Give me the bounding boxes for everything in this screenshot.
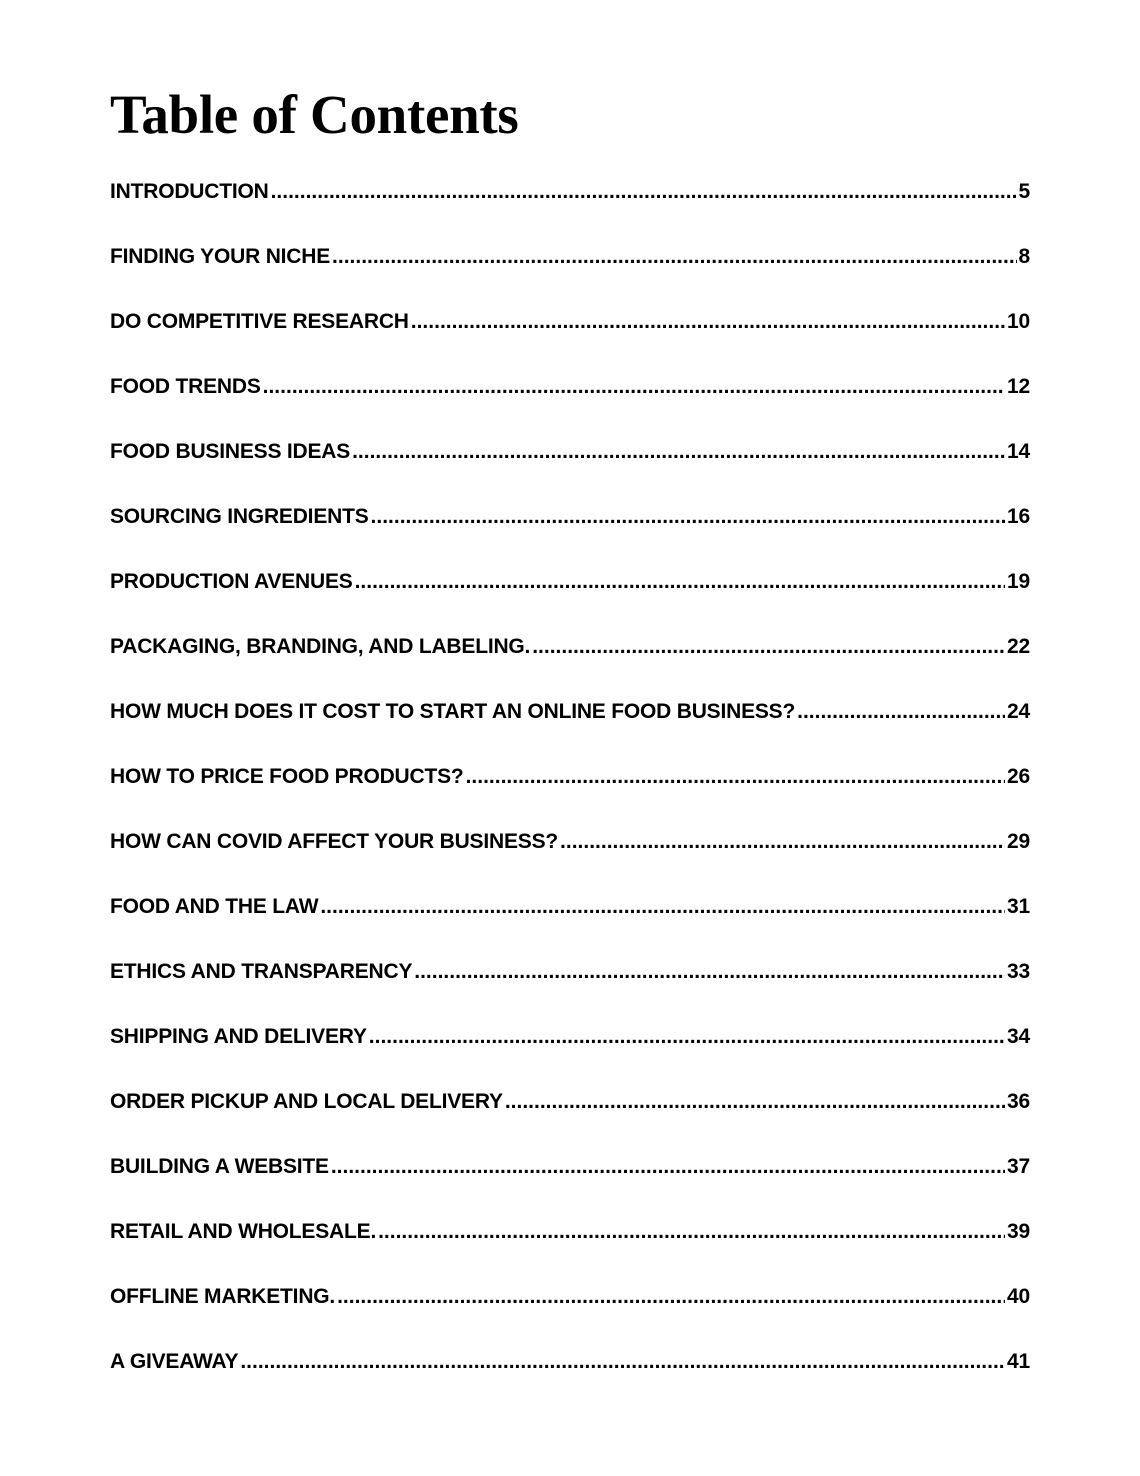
toc-entry-label: A GIVEAWAY [110, 1350, 239, 1373]
dot-leader [371, 505, 1006, 529]
toc-page-number: 34 [1007, 1025, 1030, 1048]
toc-entry-label: FOOD AND THE LAW [110, 895, 319, 918]
dot-leader [332, 245, 1016, 269]
toc-page-number: 14 [1007, 440, 1030, 463]
toc-entry-order-pickup[interactable] [110, 1090, 1030, 1155]
toc-page-number: 40 [1007, 1285, 1030, 1308]
toc-entry-label: ETHICS AND TRANSPARENCY [110, 960, 413, 983]
toc-entry-finding-your-niche[interactable] [110, 245, 1030, 310]
toc-page-number: 19 [1007, 570, 1030, 593]
document-page [110, 84, 1030, 1415]
toc-page-number: 36 [1007, 1090, 1030, 1113]
toc-page-number: 22 [1007, 635, 1030, 658]
toc-page-number: 29 [1007, 830, 1030, 853]
toc-entry-label: FOOD TRENDS [110, 375, 261, 398]
toc-page-number: 41 [1007, 1350, 1030, 1373]
toc-page-number: 12 [1007, 375, 1030, 398]
toc-page-number: 5 [1018, 180, 1030, 203]
dot-leader [414, 960, 1005, 984]
toc-entry-pricing[interactable] [110, 765, 1030, 830]
toc-entry-shipping[interactable] [110, 1025, 1030, 1090]
toc-entry-label: OFFLINE MARKETING. [110, 1285, 336, 1308]
dot-leader [320, 895, 1005, 919]
dot-leader [337, 1285, 1005, 1309]
toc-entry-label: RETAIL AND WHOLESALE. [110, 1220, 377, 1243]
toc-entry-label: FINDING YOUR NICHE [110, 245, 331, 268]
toc-entry-production-avenues[interactable] [110, 570, 1030, 635]
toc-entry-label: SOURCING INGREDIENTS [110, 505, 369, 528]
dot-leader [271, 180, 1017, 204]
toc-entry-giveaway[interactable] [110, 1350, 1030, 1415]
dot-leader [378, 1220, 1005, 1244]
dot-leader [331, 1155, 1005, 1179]
toc-list [110, 180, 1030, 1415]
dot-leader [797, 700, 1005, 724]
toc-entry-food-business-ideas[interactable] [110, 440, 1030, 505]
toc-entry-startup-cost[interactable] [110, 700, 1030, 765]
toc-page-number: 31 [1007, 895, 1030, 918]
toc-entry-sourcing-ingredients[interactable] [110, 505, 1030, 570]
toc-page-number: 26 [1007, 765, 1030, 788]
toc-entry-ethics[interactable] [110, 960, 1030, 1025]
toc-page-number: 10 [1007, 310, 1030, 333]
toc-entry-packaging-branding-labeling[interactable] [110, 635, 1030, 700]
toc-entry-label: DO COMPETITIVE RESEARCH [110, 310, 409, 333]
toc-entry-food-and-law[interactable] [110, 895, 1030, 960]
toc-page-number: 16 [1007, 505, 1030, 528]
dot-leader [369, 1025, 1005, 1049]
toc-entry-retail-wholesale[interactable] [110, 1220, 1030, 1285]
toc-entry-label: SHIPPING AND DELIVERY [110, 1025, 367, 1048]
toc-page-number: 39 [1007, 1220, 1030, 1243]
dot-leader [466, 765, 1005, 789]
toc-entry-label: ORDER PICKUP AND LOCAL DELIVERY [110, 1090, 503, 1113]
toc-entry-label: INTRODUCTION [110, 180, 269, 203]
toc-page-number: 8 [1018, 245, 1030, 268]
dot-leader [355, 570, 1005, 594]
toc-entry-covid[interactable] [110, 830, 1030, 895]
toc-entry-website[interactable] [110, 1155, 1030, 1220]
toc-entry-label: HOW MUCH DOES IT COST TO START AN ONLINE FOOD BUSINESS? [110, 700, 796, 723]
page-title: Table of Contents [110, 84, 519, 145]
toc-entry-label: FOOD BUSINESS IDEAS [110, 440, 351, 463]
toc-entry-label: HOW TO PRICE FOOD PRODUCTS? [110, 765, 464, 788]
toc-entry-competitive-research[interactable] [110, 310, 1030, 375]
toc-entry-food-trends[interactable] [110, 375, 1030, 440]
toc-entry-offline-marketing[interactable] [110, 1285, 1030, 1350]
dot-leader [560, 830, 1005, 854]
toc-entry-introduction[interactable] [110, 180, 1030, 245]
dot-leader [263, 375, 1005, 399]
dot-leader [240, 1350, 1005, 1374]
toc-page-number: 24 [1007, 700, 1030, 723]
dot-leader [532, 635, 1005, 659]
dot-leader [411, 310, 1005, 334]
dot-leader [505, 1090, 1005, 1114]
toc-entry-label: PRODUCTION AVENUES [110, 570, 353, 593]
toc-page-number: 33 [1007, 960, 1030, 983]
toc-page-number: 37 [1007, 1155, 1030, 1178]
dot-leader [352, 440, 1005, 464]
toc-entry-label: HOW CAN COVID AFFECT YOUR BUSINESS? [110, 830, 559, 853]
toc-entry-label: PACKAGING, BRANDING, AND LABELING. [110, 635, 531, 658]
toc-entry-label: BUILDING A WEBSITE [110, 1155, 329, 1178]
